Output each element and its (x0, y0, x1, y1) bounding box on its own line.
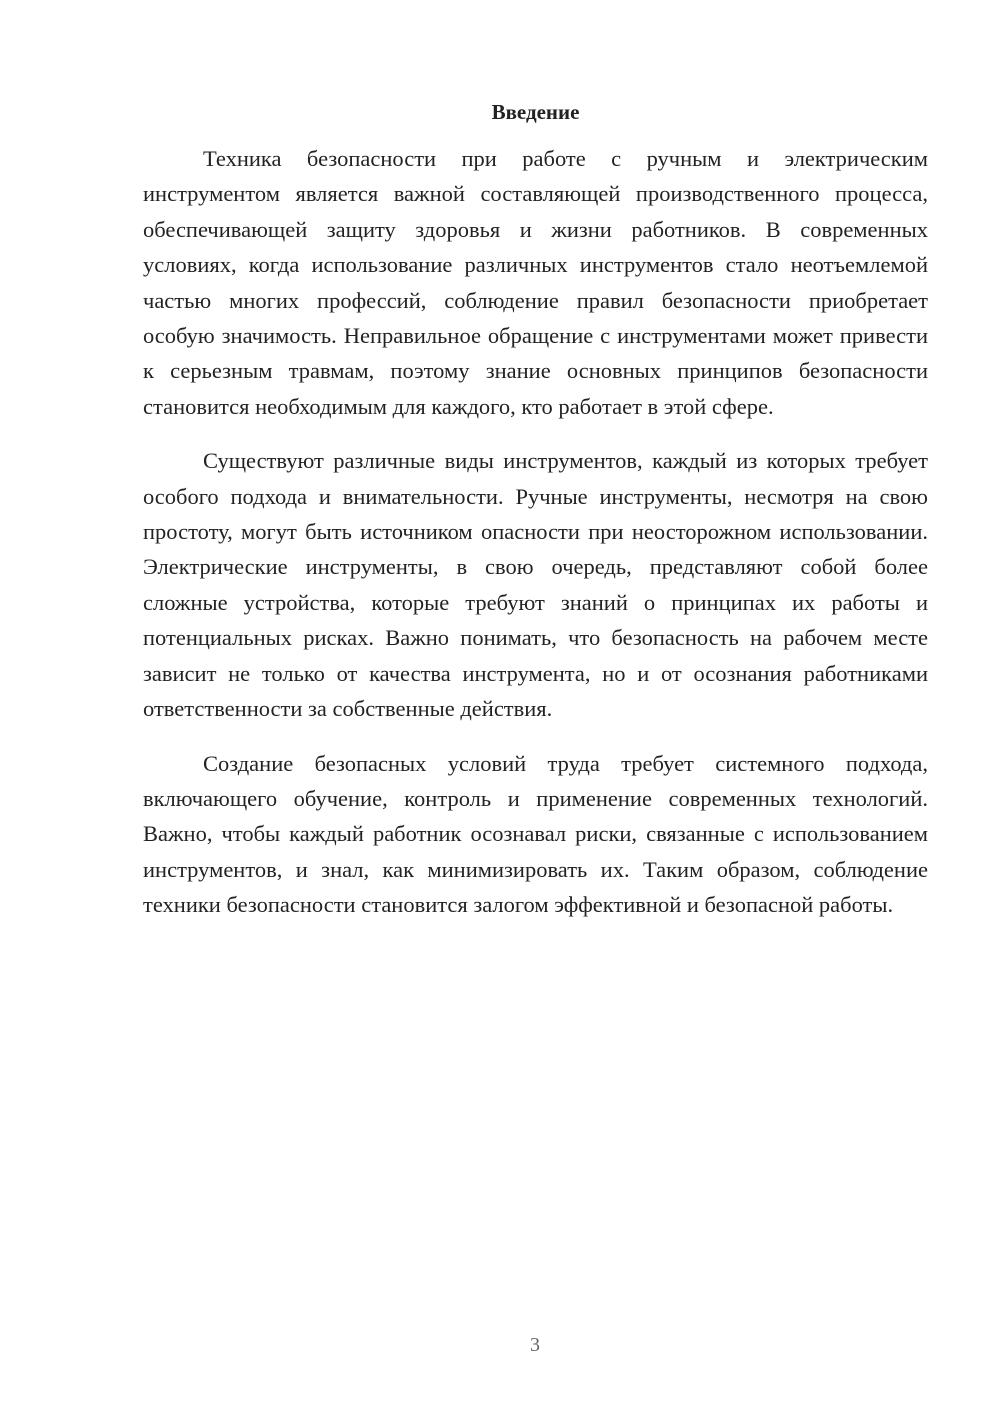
paragraph-1: Техника безопасности при работе с ручным и электрическим инструментом является важной составляющей производственного процесса, обеспечивающей защиту здоровья и жизни работников. В современных условиях, когда использование различных инструментов стало неотъемлемой частью многих профессий, соблюдение правил безопасности приобретает особую значимость. Неправильное обращение с инструментами может привести к серьезным травмам, поэтому знание основных принципов безопасности становится необходимым для каждого, кто работает в этой сфере. (143, 146, 928, 419)
page-content (143, 97, 928, 942)
page-title: Введение (491, 100, 580, 124)
paragraph-2: Существуют различные виды инструментов, каждый из которых требует особого подхода и внимательности. Ручные инструменты, несмотря на свою простоту, могут быть источником опасности при неосторожном использовании. Электрические инструменты, в свою очередь, представляют собой более сложные устройства, которые требуют знаний о принципах их работы и потенциальных рисках. Важно понимать, что безопасность на рабочем месте зависит не только от качества инструмента, но и от осознания работниками ответственности за собственные действия. (143, 448, 928, 722)
page-number: 3 (530, 1334, 540, 1356)
paragraph-3: Создание безопасных условий труда требует системного подхода, включающего обучение, контроль и применение современных технологий. Важно, чтобы каждый работник осознавал риски, связанные с использованием инструментов, и знал, как минимизировать их. Таким образом, соблюдение техники безопасности становится залогом эффективной и безопасной работы. (143, 750, 928, 918)
